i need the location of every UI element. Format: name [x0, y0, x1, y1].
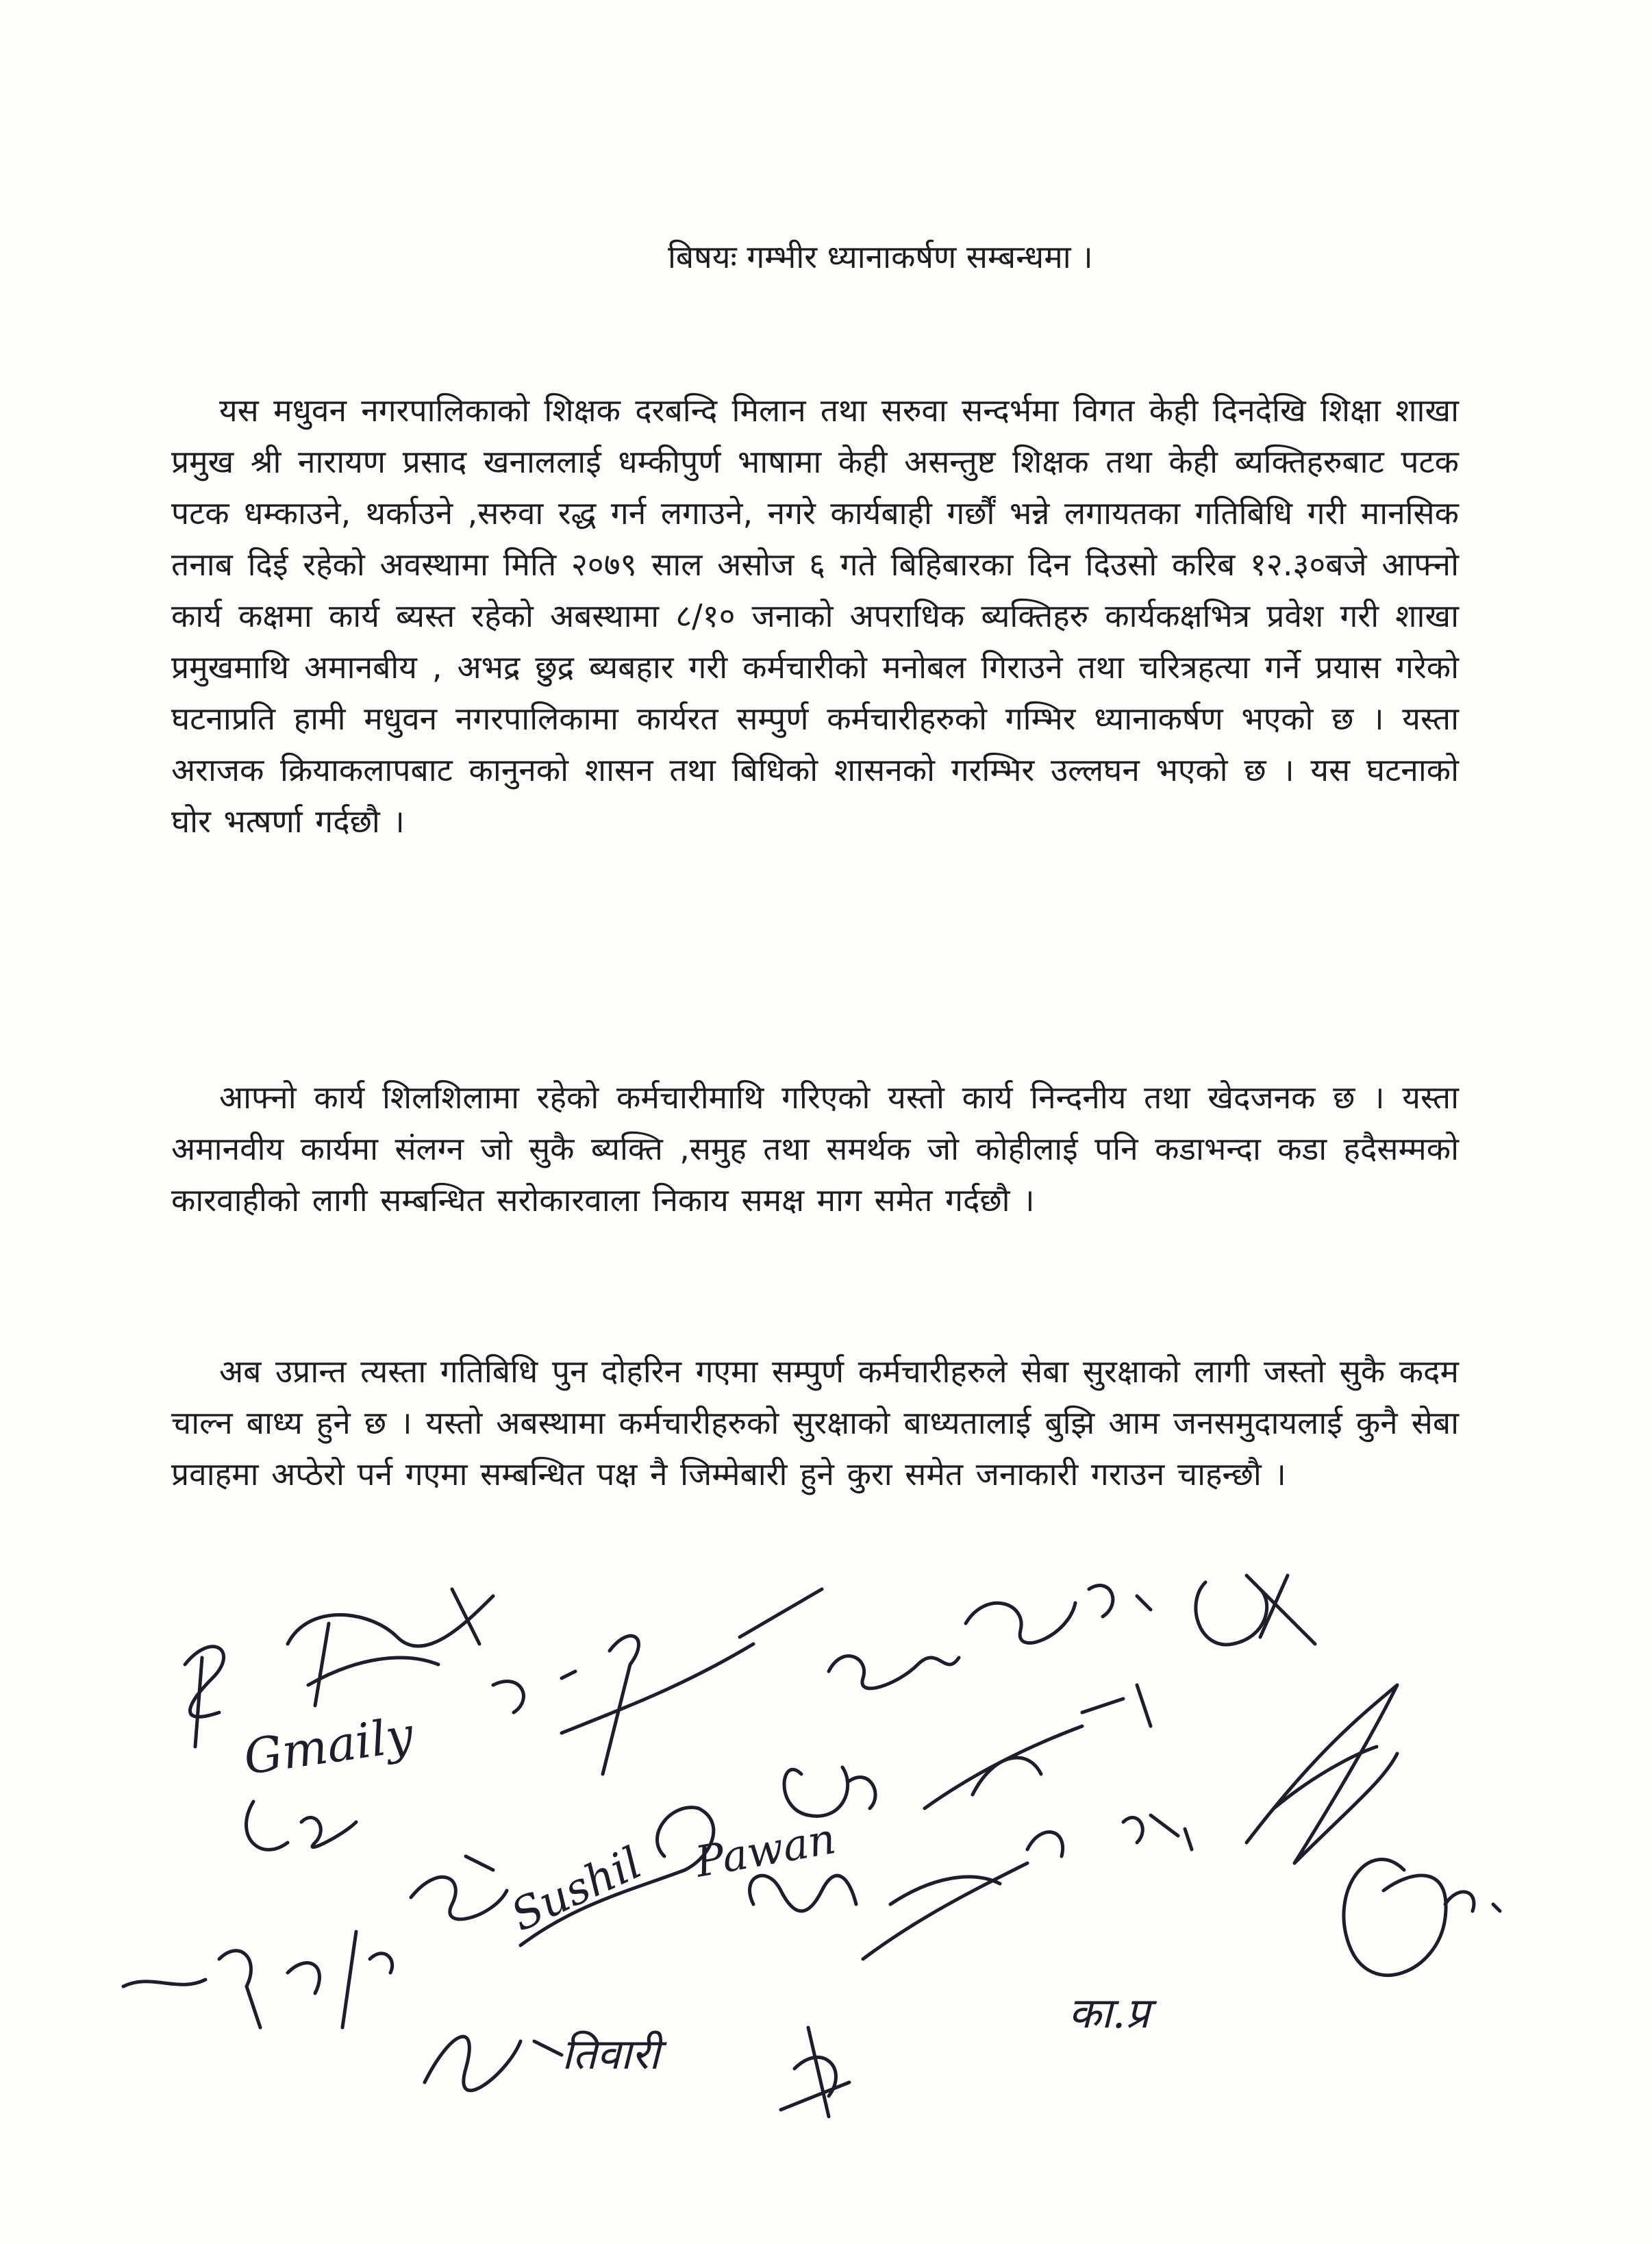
signatures-drawing — [82, 1548, 1575, 2165]
signature-6 — [966, 1586, 1151, 1643]
signature-19 — [342, 1932, 392, 2028]
signature-21 — [781, 2028, 849, 2117]
signature-11 — [1123, 1815, 1192, 1849]
signature-4 — [562, 1589, 822, 1733]
signature-12 — [1344, 1859, 1500, 1975]
signature-16 — [750, 1875, 856, 1911]
signature-text-tiwari: तिवारी — [562, 2029, 660, 2079]
signature-14 — [411, 1856, 507, 1919]
signature-3 — [493, 1636, 638, 1774]
signature-13 — [247, 1802, 356, 1849]
signature-5 — [829, 1656, 959, 1688]
signature-10 — [1247, 1685, 1397, 1863]
signature-7 — [1196, 1575, 1315, 1645]
paragraph-incident: यस मधुवन नगरपालिकाको शिक्षक दरबन्दि मिलान तथा सरुवा सन्दर्भमा विगत केही दिनदेखि शिक्षा शाखा प्रमुख श्री नारायण प्रसाद खनाललाई धम्कीपुर्ण भाषामा केही असन्तुष्ट शिक्षक तथा केही ब्यक्तिहरुबाट पटक पटक धम्काउने, थर्काउने ,सरुवा रद्ध गर्न लगाउने, नगरे कार्यबाही गर्छौं भन्ने लगायतका गतिबिधि गरी मानसिक तनाब दिई रहेको अवस्थामा मिति २०७९ साल असोज ६ गते बिहिबारका दिन दिउसो करिब १२.३०बजे आफ्नो कार्य कक्षमा कार्य ब्यस्त रहेको अबस्थामा ८/१० जनाको अपराधिक ब्यक्तिहरु कार्यकक्षभित्र प्रवेश गरी शाखा प्रमुखमाथि अमानबीय , अभद्र छुद्र ब्यबहार गरी कर्मचारीको मनोबल गिराउने तथा चरित्रहत्या गर्ने प्रयास गरेको घटनाप्रति हामी मधुवन नगरपालिकामा कार्यरत सम्पुर्ण कर्मचारीहरुको गम्भिर ध्यानाकर्षण भएको छ । यस्ता अराजक क्रियाकलापबाट कानुनको शासन तथा बिधिको शासनको गरम्भिर उल्लघन भएको छ । यस घटनाको घोर भत्षर्णा गर्दछौ । — [171, 392, 1459, 840]
signature-9 — [925, 1685, 1151, 1808]
signature-text-gmaily: Gmaily — [240, 1706, 417, 1786]
signature-block — [82, 1548, 1575, 2165]
signature-20 — [425, 2036, 562, 2091]
signature-18 — [123, 1951, 319, 2028]
signature-1 — [185, 1647, 224, 1747]
paragraph-condemnation: आफ्नो कार्य शिलशिलामा रहेको कर्मचारीमाथि गरिएको यस्तो कार्य निन्दनीय तथा खेदजनक छ । यस्ता अमानवीय कार्यमा संलग्न जो सुकै ब्यक्ति ,समुह तथा समर्थक जो कोहीलाई पनि कडाभन्दा कडा हदैसम्मको कारवाहीको लागी सम्बन्धित सरोकारवाला निकाय समक्ष माग समेत गर्दछौ । — [171, 1079, 1459, 1219]
signature-17 — [863, 1832, 1063, 1959]
signature-text-sushil: Sushil — [503, 1837, 650, 1942]
signature-text-pawan: Pawan — [691, 1813, 840, 1887]
signature-2 — [288, 1589, 493, 1706]
paragraph-warning: अब उप्रान्त त्यस्ता गतिबिधि पुन दोहरिन गएमा सम्पुर्ण कर्मचारीहरुले सेबा सुरक्षाको लागी जस्तो सुकै कदम चाल्न बाध्य हुने छ । यस्तो अबस्थामा कर्मचारीहरुको सुरक्षाको बाध्यतालाई बुझि आम जनसमुदायलाई कुनै सेबा प्रवाहमा अप्ठेरो पर्न गएमा सम्बन्धित पक्ष नै जिम्मेबारी हुने कुरा समेत जनाकारी गराउन चाहन्छौ । — [171, 1353, 1459, 1493]
signature-text-kapra: का.प्र — [1068, 1988, 1150, 2038]
signature-8 — [784, 1767, 875, 1816]
subject-line: बिषयः गम्भीर ध्यानाकर्षण सम्बन्धमा । — [668, 238, 1093, 275]
